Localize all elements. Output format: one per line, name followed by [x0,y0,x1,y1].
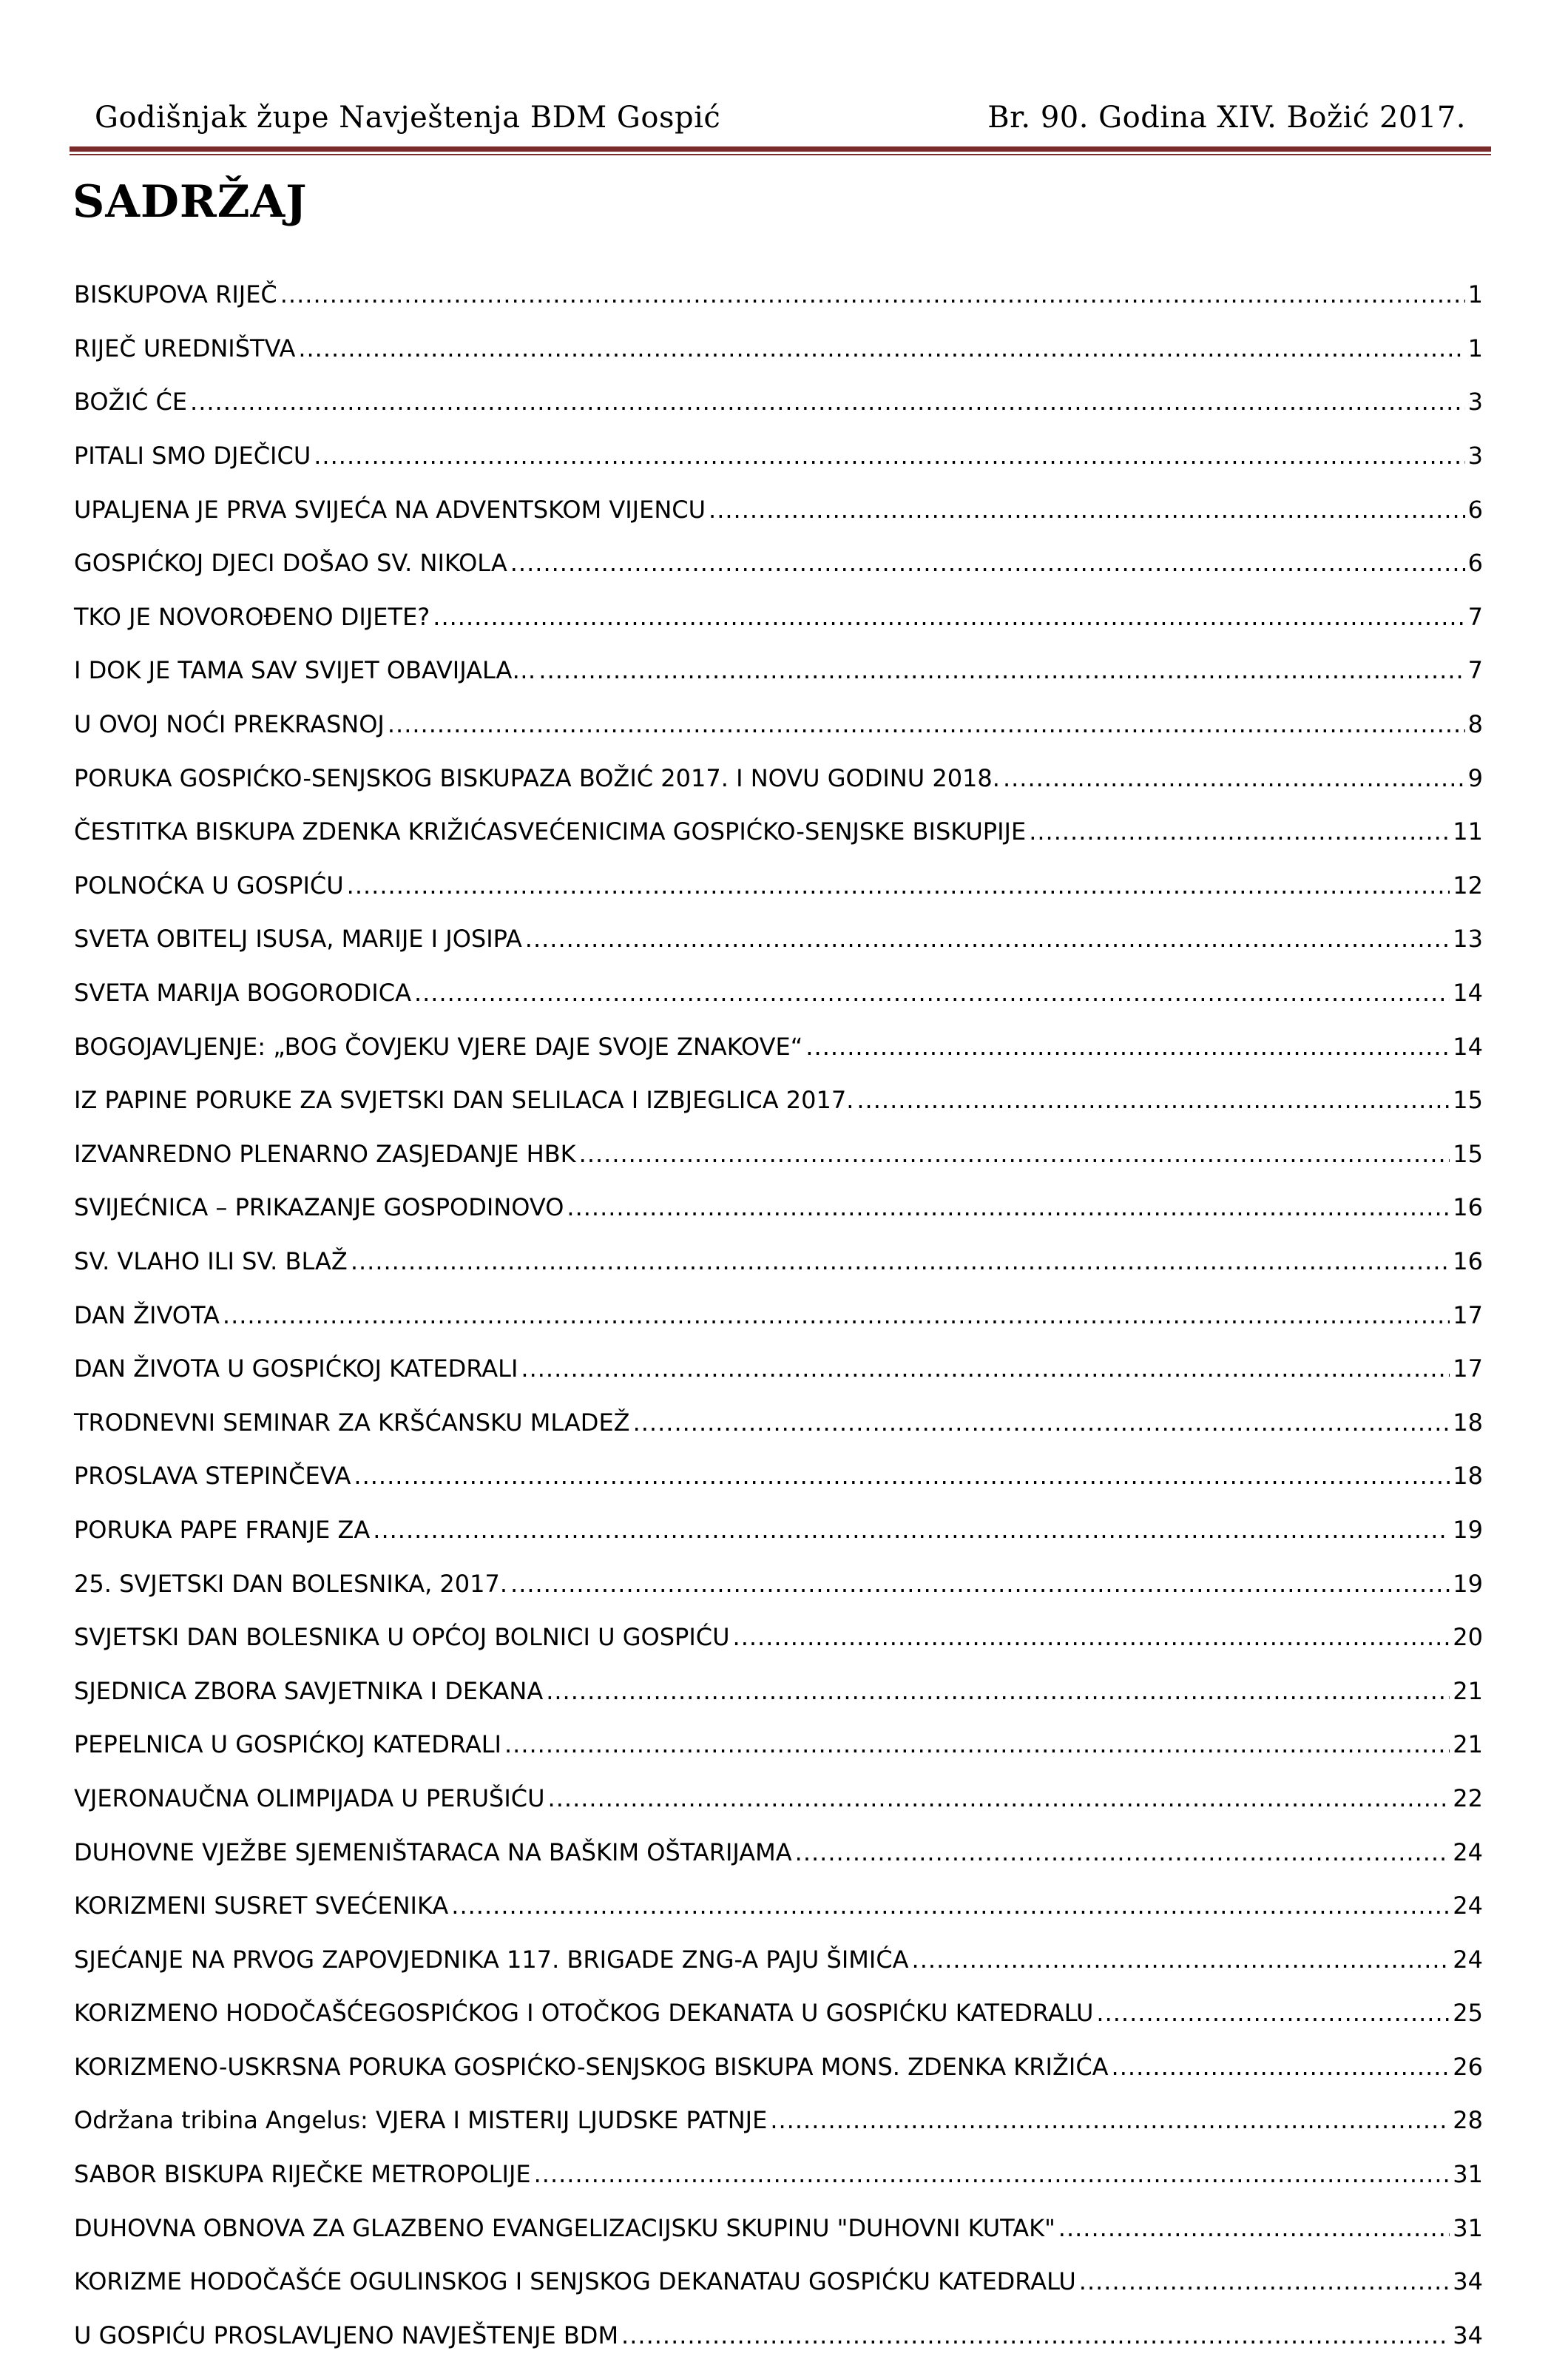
header-rule-thin [70,154,1491,155]
toc-entry-page-number: 19 [1453,1569,1483,1598]
toc-entry-title: DUHOVNE VJEŽBE SJEMENIŠTARACA NA BAŠKIM OŠTARIJAMA [74,1838,792,1866]
toc-entry-title: U OVOJ NOĆI PREKRASNOJ [74,710,385,739]
toc-entry-page-number: 16 [1453,1193,1483,1222]
toc-entry[interactable] [74,322,1483,376]
toc-entry-page-number: 24 [1453,1945,1483,1974]
toc-entry-page-number: 34 [1453,2267,1483,2296]
toc-entry[interactable] [74,2201,1483,2255]
header-publication-title: Godišnjak župe Navještenja BDM Gospić [95,101,721,135]
toc-entry-page-number: 14 [1453,1032,1483,1061]
toc-entry-page-number: 15 [1453,1139,1483,1168]
toc-entry[interactable] [74,429,1483,483]
dot-leader [433,603,1464,631]
dot-leader [621,2321,1450,2349]
toc-entry-title: PORUKA PAPE FRANJE ZA [74,1515,371,1544]
dot-leader [795,1838,1450,1866]
toc-entry-title: IZVANREDNO PLENARNO ZASJEDANJE HBK [74,1139,576,1168]
toc-entry[interactable] [74,644,1483,698]
toc-entry-title: BISKUPOVA RIJEČ [74,280,277,309]
toc-entry-title: SJEĆANJE NA PRVOG ZAPOVJEDNIKA 117. BRIGADE ZNG-A PAJU ŠIMIĆA [74,1945,909,1974]
toc-entry[interactable] [74,1718,1483,1772]
toc-entry-page-number: 1 [1467,334,1483,362]
toc-entry-title: SVJETSKI DAN BOLESNIKA U OPĆOJ BOLNICI U GOSPIĆU [74,1623,730,1652]
dot-leader [451,1892,1450,1920]
dot-leader [1003,764,1465,792]
toc-entry-page-number: 25 [1453,1999,1483,2028]
dot-leader [351,1247,1450,1275]
toc-entry-page-number: 9 [1467,763,1483,792]
toc-entry-page-number: 8 [1467,710,1483,739]
toc-entry[interactable] [74,698,1483,752]
dot-leader [373,1516,1450,1544]
toc-entry-page-number: 7 [1467,602,1483,631]
toc-entry-title: SVETA MARIJA BOGORODICA [74,979,411,1008]
dot-leader [510,1570,1450,1598]
dot-leader [548,1784,1450,1812]
toc-entry-page-number: 18 [1453,1462,1483,1491]
toc-entry-title: RIJEČ UREDNIŠTVA [74,334,296,362]
toc-entry[interactable] [74,1235,1483,1289]
toc-entry-page-number: 19 [1453,1515,1483,1544]
dot-leader [280,280,1465,308]
dot-leader [579,1140,1450,1168]
toc-entry-title: GOSPIĆKOJ DJECI DOŠAO SV. NIKOLA [74,549,507,578]
toc-entry-title: PROSLAVA STEPINČEVA [74,1462,351,1491]
toc-entry-title: KORIZMENI SUSRET SVEĆENIKA [74,1892,449,1920]
toc-entry-title: VJERONAUČNA OLIMPIJADA U PERUŠIĆU [74,1784,545,1812]
dot-leader [1112,2053,1450,2081]
toc-entry[interactable] [74,1556,1483,1610]
toc-entry-title: U GOSPIĆU PROSLAVLJENO NAVJEŠTENJE BDM [74,2321,619,2349]
toc-entry-title: SJEDNICA ZBORA SAVJETNIKA I DEKANA [74,1676,544,1705]
toc-entry[interactable] [74,805,1483,859]
toc-entry-title: DAN ŽIVOTA U GOSPIĆKOJ KATEDRALI [74,1354,518,1383]
page-title: SADRŽAJ [72,176,308,228]
toc-entry[interactable] [74,751,1483,805]
toc-entry[interactable] [74,375,1483,429]
dot-leader [414,979,1450,1007]
toc-entry-page-number: 13 [1453,925,1483,954]
toc-entry-page-number: 31 [1453,2213,1483,2242]
toc-entry-title: DUHOVNA OBNOVA ZA GLAZBENO EVANGELIZACIJSKU SKUPINU "DUHOVNI KUTAK" [74,2213,1055,2242]
toc-entry-page-number: 1 [1467,280,1483,309]
toc-entry-title: IZ PAPINE PORUKE ZA SVJETSKI DAN SELILACA I IZBJEGLICA 2017. [74,1086,854,1115]
toc-entry-page-number: 6 [1467,549,1483,578]
toc-entry-title: BOGOJAVLJENJE: „BOG ČOVJEKU VJERE DAJE SVOJE ZNAKOVE“ [74,1032,803,1061]
toc-entry[interactable] [74,1610,1483,1664]
dot-leader [314,442,1464,470]
toc-entry-title: 25. SVJETSKI DAN BOLESNIKA, 2017. [74,1569,508,1598]
dot-leader [347,871,1450,900]
toc-entry-title: TKO JE NOVOROĐENO DIJETE? [74,602,430,631]
toc-entry[interactable] [74,2040,1483,2094]
dot-leader [770,2106,1450,2134]
toc-entry-title: SABOR BISKUPA RIJEČKE METROPOLIJE [74,2160,531,2189]
toc-entry-title: KORIZMENO HODOČAŠĆEGOSPIĆKOG I OTOČKOG DEKANATA U GOSPIĆKU KATEDRALU [74,1999,1094,2028]
toc-entry-title: ČESTITKA BISKUPA ZDENKA KRIŽIĆASVEĆENICIMA GOSPIĆKO-SENJSKE BISKUPIJE [74,817,1027,846]
toc-entry[interactable] [74,2255,1483,2309]
toc-entry-page-number: 7 [1467,656,1483,685]
toc-entry[interactable] [74,1181,1483,1235]
toc-entry-title: KORIZME HODOČAŠĆE OGULINSKOG I SENJSKOG DEKANATAU GOSPIĆKU KATEDRALU [74,2267,1076,2296]
toc-entry[interactable] [74,1932,1483,1986]
toc-entry-page-number: 12 [1453,871,1483,900]
dot-leader [223,1301,1450,1329]
dot-leader [538,656,1464,684]
toc-entry[interactable] [74,2147,1483,2201]
dot-leader [805,1033,1450,1061]
toc-entry-page-number: 11 [1453,817,1483,846]
toc-entry-title: BOŽIĆ ĆE [74,388,188,416]
toc-entry-page-number: 18 [1453,1408,1483,1437]
toc-entry-page-number: 17 [1453,1354,1483,1383]
toc-entry[interactable] [74,536,1483,590]
dot-leader [633,1408,1450,1437]
toc-entry-title: I DOK JE TAMA SAV SVIJET OBAVIJALA… [74,656,536,685]
dot-leader [525,925,1450,953]
toc-entry[interactable] [74,1019,1483,1073]
toc-entry[interactable] [74,2309,1483,2362]
dot-leader [354,1462,1450,1490]
toc-entry[interactable] [74,1986,1483,2040]
toc-entry[interactable] [74,1342,1483,1396]
toc-entry-page-number: 24 [1453,1892,1483,1920]
dot-leader [709,496,1465,524]
dot-leader [298,334,1464,362]
dot-leader [567,1193,1450,1221]
toc-entry[interactable] [74,1772,1483,1826]
toc-entry-title: PEPELNICA U GOSPIĆKOJ KATEDRALI [74,1730,501,1759]
dot-leader [190,388,1465,416]
toc-entry-title: TRODNEVNI SEMINAR ZA KRŠĆANSKU MLADEŽ [74,1408,630,1437]
toc-entry-page-number: 17 [1453,1300,1483,1329]
toc-entry-title: PORUKA GOSPIĆKO-SENJSKOG BISKUPAZA BOŽIĆ 2017. I NOVU GODINU 2018. [74,763,1000,792]
toc-entry[interactable] [74,1825,1483,1879]
dot-leader [388,710,1465,738]
toc-entry-title: Održana tribina Angelus: VJERA I MISTERIJ LJUDSKE PATNJE [74,2106,768,2135]
toc-entry-title: SV. VLAHO ILI SV. BLAŽ [74,1246,348,1275]
dot-leader [733,1623,1450,1651]
dot-leader [912,1946,1450,1974]
dot-leader [856,1086,1450,1114]
toc-entry[interactable] [74,1879,1483,1933]
toc-entry-title: DAN ŽIVOTA [74,1300,220,1329]
dot-leader [534,2160,1450,2188]
dot-leader [521,1354,1450,1383]
toc-entry-page-number: 26 [1453,2052,1483,2081]
toc-entry-page-number: 16 [1453,1246,1483,1275]
toc-entry-title: SVIJEĆNICA – PRIKAZANJE GOSPODINOVO [74,1193,564,1222]
toc-entry-page-number: 21 [1453,1730,1483,1759]
toc-entry-page-number: 6 [1467,495,1483,524]
toc-entry[interactable] [74,1449,1483,1503]
toc-entry-title: POLNOĆKA U GOSPIĆU [74,871,344,900]
toc-entry[interactable] [74,1127,1483,1181]
toc-entry-page-number: 34 [1453,2321,1483,2349]
toc-entry[interactable] [74,859,1483,913]
dot-leader [1029,817,1450,846]
toc-entry[interactable] [74,912,1483,966]
header-issue-info: Br. 90. Godina XIV. Božić 2017. [987,101,1466,135]
dot-leader [1079,2267,1450,2295]
dot-leader [504,1730,1450,1758]
toc-entry-page-number: 20 [1453,1623,1483,1652]
toc-entry-title: PITALI SMO DJEČICU [74,442,311,470]
toc-entry[interactable] [74,1288,1483,1342]
table-of-contents [74,268,1483,2362]
toc-entry-page-number: 3 [1467,388,1483,416]
toc-entry[interactable] [74,590,1483,644]
toc-entry-page-number: 31 [1453,2160,1483,2189]
toc-entry-title: UPALJENA JE PRVA SVIJEĆA NA ADVENTSKOM VIJENCU [74,495,706,524]
toc-entry[interactable] [74,1073,1483,1127]
toc-entry-page-number: 24 [1453,1838,1483,1866]
toc-entry-page-number: 22 [1453,1784,1483,1812]
toc-entry[interactable] [74,1664,1483,1718]
toc-entry-title: SVETA OBITELJ ISUSA, MARIJE I JOSIPA [74,925,522,954]
toc-entry[interactable] [74,2093,1483,2147]
header-rule [70,146,1491,152]
toc-entry-page-number: 15 [1453,1086,1483,1115]
dot-leader [1058,2214,1450,2242]
toc-entry[interactable] [74,1503,1483,1557]
toc-entry[interactable] [74,482,1483,536]
toc-entry-title: KORIZMENO-USKRSNA PORUKA GOSPIĆKO-SENJSKOG BISKUPA MONS. ZDENKA KRIŽIĆA [74,2052,1109,2081]
dot-leader [546,1677,1450,1705]
toc-entry-page-number: 14 [1453,979,1483,1008]
dot-leader [510,549,1465,577]
running-header [95,101,1466,152]
toc-entry[interactable] [74,966,1483,1020]
dot-leader [1096,1999,1450,2027]
toc-entry-page-number: 21 [1453,1676,1483,1705]
toc-entry[interactable] [74,268,1483,322]
toc-entry-page-number: 28 [1453,2106,1483,2135]
toc-entry-page-number: 3 [1467,442,1483,470]
toc-entry[interactable] [74,1395,1483,1449]
